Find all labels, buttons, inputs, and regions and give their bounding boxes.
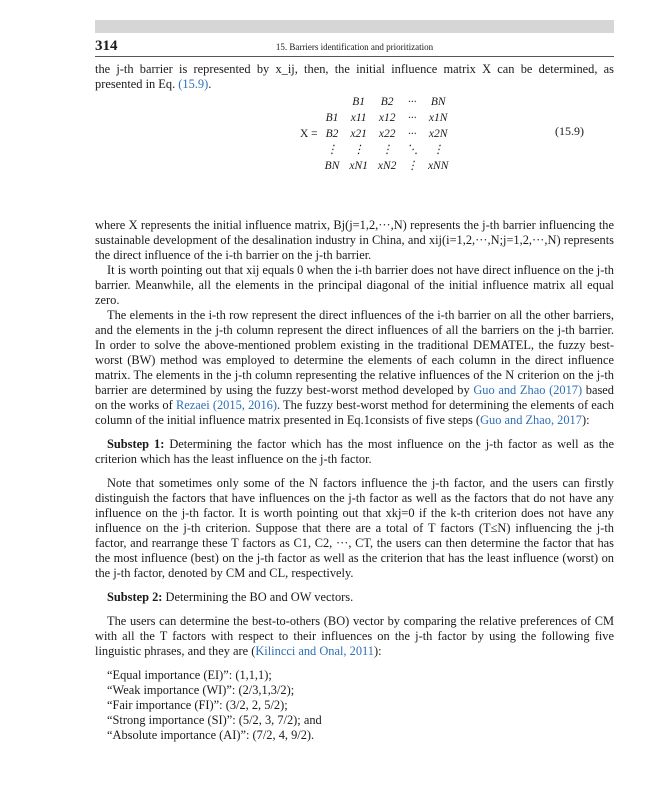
substep-2-label: Substep 2: (107, 590, 163, 604)
bo-text: The users can determine the best-to-others (BO) vector by comparing the relative preferences of CM with all the T factors with respect to their influences on the j-th factor by using the following five linguistic phrases, and they are ( (95, 614, 614, 658)
equation-citation-link[interactable]: (15.9) (178, 77, 209, 91)
elements-paragraph (95, 308, 614, 428)
matrix-cell: x2N (428, 127, 448, 140)
body-text (95, 62, 614, 743)
top-gray-bar (95, 20, 614, 33)
elements-text: The elements in the i-th row represent the direct influences of the i-th barrier on all the other barriers, and the elements in the j-th column represent the direct influences of all the barriers on the j-th barrier. In order to solve the above-mentioned problem existing in the traditional DEMATEL, the fuzzy best-worst (BW) method was employed to determine the elements of each column in the direct influence matrix. The elements in the j-th column representing the relative influences of the N criterion on the j-th barrier are determined by using the fuzzy best-worst method developed by (95, 308, 614, 397)
intro-text-end: . (208, 77, 212, 91)
bo-text-end: ): (373, 644, 382, 658)
intro-paragraph (95, 62, 614, 92)
substep-1 (95, 437, 614, 467)
where-paragraph: where X represents the initial influence matrix, Bj(j=1,2,···,N) represents the j-th barrier influencing the sustainable development of the desalination industry in China, and xij(i=1,2,···,N;j=1,2,···,N) represents the direct influence of the i-th barrier on the j-th barrier. (95, 218, 614, 262)
matrix-cell: x11 (350, 111, 367, 124)
running-title: 15. Barriers identification and prioritization (275, 42, 434, 52)
matrix-col-header: ··· (407, 95, 417, 108)
elements-text: . The fuzzy best-worst method for determining the elements of each column of the initial influence matrix presented in Eq.1consists of five steps ( (95, 398, 614, 427)
substep-2-text: Determining the BO and OW vectors. (162, 590, 354, 604)
header-rule (95, 56, 614, 57)
matrix-row-header: B2 (325, 127, 339, 140)
substep-2 (95, 590, 614, 605)
matrix-cell: x12 (378, 111, 396, 124)
matrix-lhs: X = (300, 127, 318, 140)
matrix-row-header: ⋮ (326, 143, 338, 156)
bo-paragraph (95, 614, 614, 659)
note-paragraph: Note that sometimes only some of the N factors influence the j-th factor, and the users can firstly distinguish the factors that have influences on the j-th factor as well as the factors that do not have any influence on the j-th factor. It is worth pointing out that xkj=0 if the k-th criterion does not have any influence on the j-th criterion. Suppose that there are a total of T factors (T≤N) influencing the j-th factor, and rearrange these T factors as C1, C2, ···, CT, the users can then determine the factor that has the most influence (best) on the j-th factor as well as the criterion that has the least influence (worst) on the j-th factor, denoted by CM and CL, respectively. (95, 476, 614, 580)
matrix-cell: x22 (378, 127, 396, 140)
zero-paragraph: It is worth pointing out that xij equals 0 when the i-th barrier does not have direct influence on the j-th barrier. Meanwhile, all the elements in the principal diagonal of the initial influence matrix all equal zero. (95, 263, 614, 307)
list-item: “Absolute importance (AI)”: (7/2, 4, 9/2). (107, 728, 315, 742)
matrix-cell: ··· (407, 127, 417, 140)
substep-1-label: Substep 1: (107, 437, 165, 451)
matrix-cell: xNN (427, 159, 449, 172)
list-item: “Weak importance (WI)”: (2/3,1,3/2); (107, 683, 295, 697)
matrix-cell: x21 (350, 127, 367, 140)
matrix-col-header: BN (430, 95, 446, 108)
matrix-col-header: B2 (380, 95, 394, 108)
list-item: “Equal importance (EI)”: (1,1,1); (107, 668, 272, 682)
elements-text: ): (581, 413, 590, 427)
linguistic-phrases-list (107, 668, 614, 743)
matrix-row-header: BN (324, 159, 340, 172)
matrix-cell: ⋮ (432, 143, 444, 156)
citation-guo-zhao-2017[interactable]: Guo and Zhao (2017) (473, 383, 583, 397)
list-item: “Fair importance (FI)”: (3/2, 2, 5/2); (107, 698, 288, 712)
page-number: 314 (95, 38, 118, 54)
matrix-cell: ⋱ (406, 143, 418, 156)
matrix-cell: xN1 (349, 159, 368, 172)
influence-matrix (295, 94, 453, 174)
substep-1-text: Determining the factor which has the most influence on the j-th factor as well as the criterion which has the least influence on the j-th factor. (95, 437, 614, 466)
page-header (95, 36, 614, 56)
equation-15-9 (95, 94, 614, 204)
intro-text: the j-th barrier is represented by x_ij, then, the initial influence matrix X can be determined, as presented in Eq. (95, 62, 614, 91)
equation-number: (15.9) (555, 124, 584, 138)
elements-text: based on the works of (95, 383, 615, 412)
list-item: “Strong importance (SI)”: (5/2, 3, 7/2); and (107, 713, 322, 727)
matrix-cell: ⋮ (352, 143, 365, 156)
matrix-cell: x1N (428, 111, 448, 124)
matrix-cell: xN2 (377, 159, 397, 172)
citation-guo-zhao-2017b[interactable]: Guo and Zhao, 2017 (480, 413, 582, 427)
matrix-cell: ··· (407, 111, 417, 124)
matrix-cell: ⋮ (381, 143, 393, 156)
matrix-cell: ⋮ (406, 159, 418, 172)
matrix-col-header: B1 (352, 95, 366, 108)
citation-kilincci-onal[interactable]: Kilincci and Onal, 2011 (255, 644, 374, 658)
matrix-row-header: B1 (325, 111, 339, 124)
citation-rezaei[interactable]: Rezaei (2015, 2016) (175, 398, 277, 412)
